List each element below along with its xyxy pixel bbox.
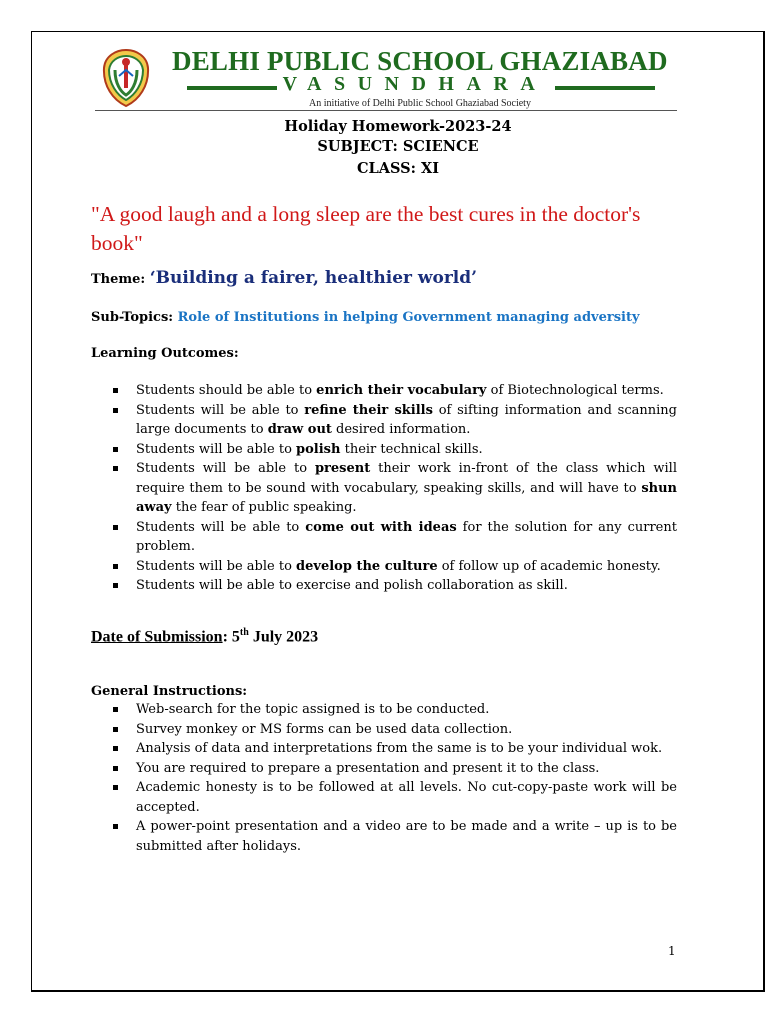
instruction-item — [111, 817, 677, 856]
instruction-item — [111, 759, 677, 779]
outcome-text: their technical skills. — [340, 441, 483, 457]
submission-day: 5 — [231, 628, 240, 646]
learning-outcome-item — [111, 459, 677, 518]
bullet-icon — [113, 447, 118, 452]
general-instructions-list — [111, 700, 677, 856]
page-number: 1 — [668, 944, 676, 958]
outcome-emphasis: present — [314, 461, 371, 476]
subject-line: SUBJECT: SCIENCE — [317, 138, 479, 155]
learning-outcome-item — [111, 576, 677, 596]
instruction-text: Analysis of data and interpretations from the same is to be your individual wok. — [136, 741, 663, 756]
instruction-text: Academic honesty is to be followed at all levels. No cut-copy-paste work will be accepted. — [136, 780, 677, 815]
school-crest-icon — [101, 48, 151, 108]
campus-name: VASUNDHARA — [282, 73, 548, 95]
learning-outcome-item — [111, 557, 677, 577]
outcome-text: for the solution for any current problem. — [136, 519, 677, 554]
instruction-text: Survey monkey or MS forms can be used data collection. — [136, 721, 513, 737]
learning-outcome-item — [111, 440, 677, 460]
submission-day-suffix: th — [239, 627, 249, 638]
submission-label: Date of Submission — [91, 628, 223, 646]
learning-outcomes-title: Learning Outcomes: — [91, 346, 239, 361]
instruction-item — [111, 720, 677, 740]
class-line: CLASS: XI — [356, 160, 440, 177]
subtopics-row — [91, 310, 640, 325]
instruction-text: Web-search for the topic assigned is to be conducted. — [136, 702, 490, 717]
learning-outcome-item — [111, 518, 677, 557]
outcome-text: of sifting information and scanning large documents to — [136, 402, 677, 437]
outcome-text: Students will be able to — [136, 441, 297, 457]
subtopics-label: Sub-Topics: — [91, 310, 178, 325]
theme-value: ‘Building a fairer, healthier world’ — [149, 268, 478, 288]
header-divider — [95, 110, 677, 111]
outcome-text: of Biotechnological terms. — [486, 383, 664, 398]
outcome-text: Students will be able to — [136, 519, 306, 535]
quote: "A good laugh and a long sleep are the best cures in the doctor's book" — [91, 202, 641, 255]
bullet-icon — [113, 525, 118, 530]
outcome-emphasis: refine their skills — [304, 402, 433, 418]
outcome-emphasis: polish — [296, 441, 341, 457]
learning-outcome-item — [111, 401, 677, 440]
submission-date-row — [91, 627, 318, 646]
outcome-text: the fear of public speaking. — [171, 500, 357, 515]
instruction-item — [111, 778, 677, 817]
bullet-icon — [113, 388, 118, 393]
outcome-emphasis: shun away — [136, 480, 677, 515]
school-name: DELHI PUBLIC SCHOOL GHAZIABAD — [172, 46, 668, 76]
outcome-text: Students will be able to — [136, 402, 305, 418]
campus-rule-right — [555, 86, 655, 90]
bullet-icon — [113, 564, 118, 569]
outcome-emphasis: come out with ideas — [305, 519, 457, 535]
theme-label: Theme: — [91, 272, 150, 287]
bullet-icon — [113, 466, 118, 471]
theme-row — [91, 268, 477, 288]
learning-outcome-item — [111, 381, 677, 401]
outcome-emphasis: draw out — [267, 422, 332, 437]
bullet-icon — [113, 727, 118, 732]
outcome-emphasis: develop the culture — [296, 558, 438, 574]
outcome-text: Students will be able to — [136, 461, 315, 476]
bullet-icon — [113, 766, 118, 771]
bullet-icon — [113, 408, 118, 413]
subtopics-value: Role of Institutions in helping Government managing adversity — [177, 310, 640, 325]
general-instructions-title: General Instructions: — [91, 684, 248, 699]
outcome-text: of follow up of academic honesty. — [437, 558, 661, 574]
outcome-text: their work in-front of the class which will require them to be sound with vocabulary, speaking skills, and will have to — [136, 461, 677, 496]
outcome-text: Students will be able to exercise and polish collaboration as skill. — [136, 578, 568, 593]
outcome-emphasis: enrich their vocabulary — [316, 383, 487, 398]
bullet-icon — [113, 583, 118, 588]
instruction-text: You are required to prepare a presentation and present it to the class. — [136, 760, 600, 776]
submission-separator: : — [222, 628, 232, 646]
outcome-text: desired information. — [331, 422, 471, 437]
bullet-icon — [113, 785, 118, 790]
outcome-text: Students should be able to — [136, 383, 317, 398]
bullet-icon — [113, 824, 118, 829]
submission-month-year: July 2023 — [248, 628, 319, 646]
homework-title: Holiday Homework-2023-24 — [284, 118, 512, 135]
instruction-item — [111, 739, 677, 759]
instruction-text: A power-point presentation and a video are to be made and a write – up is to be submitted after holidays. — [136, 819, 677, 854]
bullet-icon — [113, 746, 118, 751]
outcome-text: Students will be able to — [136, 558, 297, 574]
learning-outcomes-list — [111, 381, 677, 596]
instruction-item — [111, 700, 677, 720]
bullet-icon — [113, 707, 118, 712]
society-line: An initiative of Delhi Public School Ghaziabad Society — [309, 98, 531, 109]
